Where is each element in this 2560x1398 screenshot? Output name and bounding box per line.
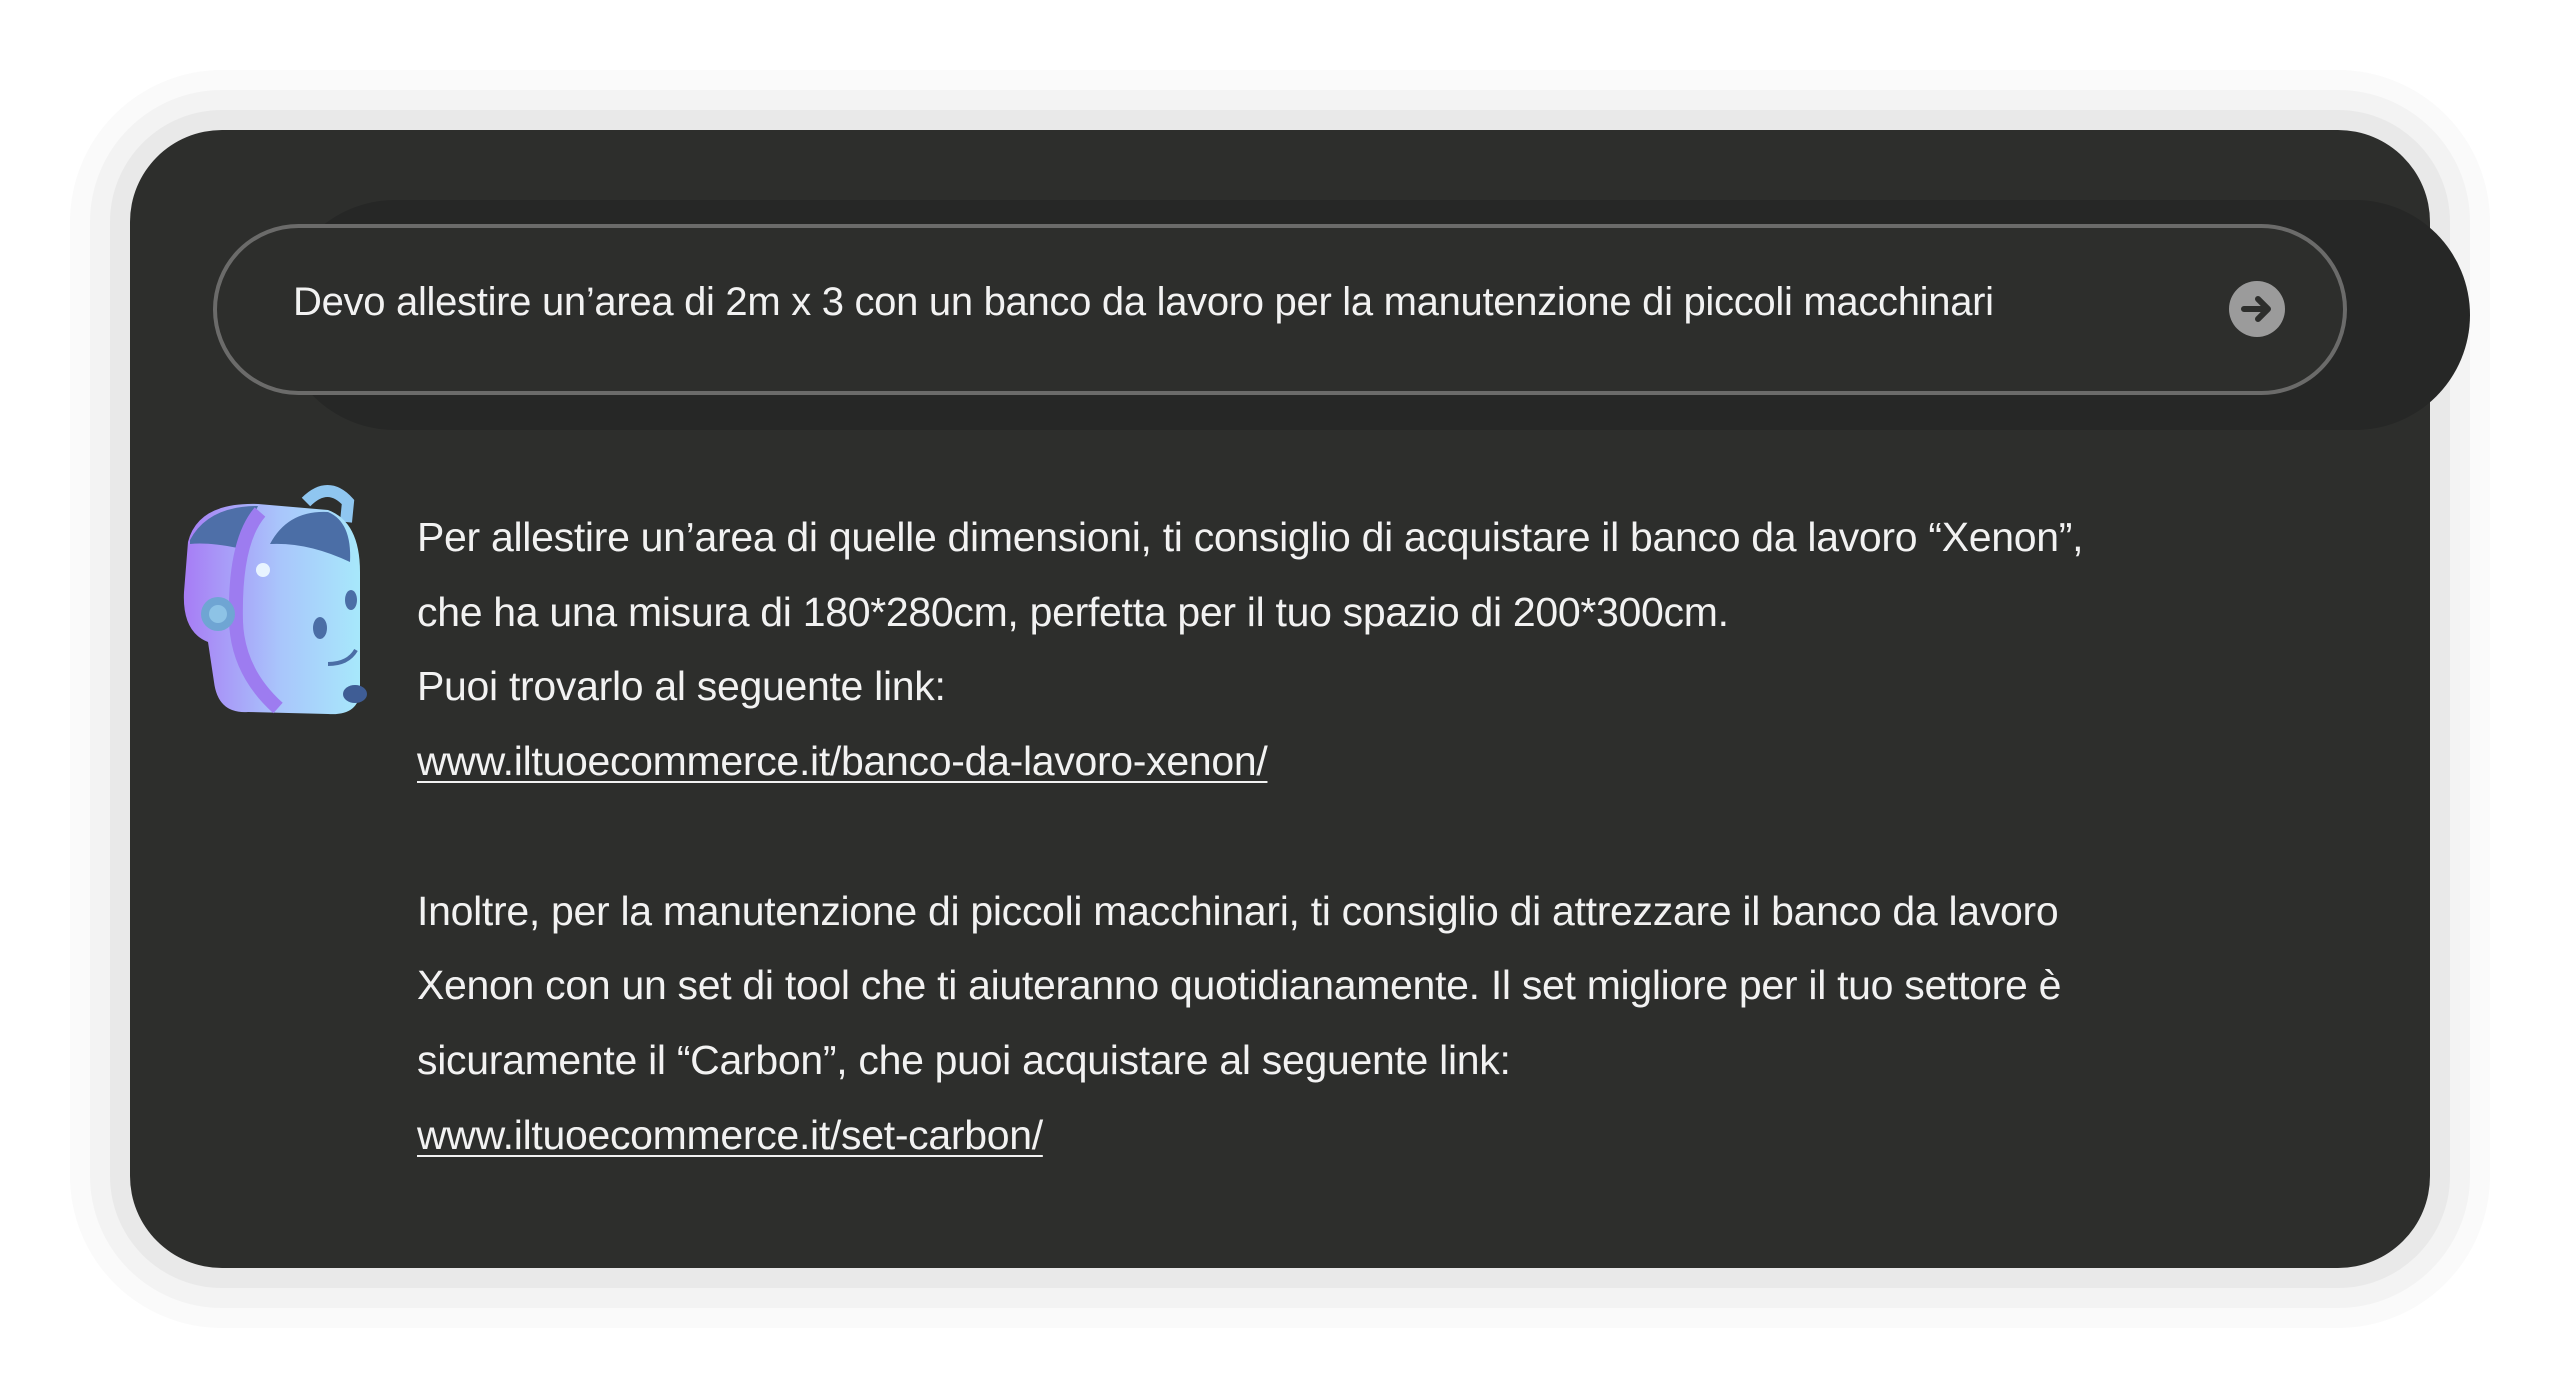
arrow-right-circle-icon <box>2229 281 2285 337</box>
prompt-input[interactable] <box>213 224 2347 395</box>
message-line: Puoi trovarlo al seguente link: <box>417 663 946 710</box>
chat-card <box>130 130 2430 1268</box>
assistant-message <box>417 500 2367 1172</box>
send-button[interactable] <box>2229 281 2285 337</box>
message-line: Inoltre, per la manutenzione di piccoli macchinari, ti consiglio di attrezzare il banco da lavoro <box>417 887 2059 934</box>
prompt-text[interactable]: Devo allestire un’area di 2m x 3 con un banco da lavoro per la manutenzione di piccoli macchinari <box>293 280 1994 324</box>
link-banco-xenon[interactable]: www.iltuoecommerce.it/banco-da-lavoro-xenon/ <box>417 738 1268 785</box>
message-line: sicuramente il “Carbon”, che puoi acquistare al seguente link: <box>417 1036 1511 1083</box>
robot-avatar-icon <box>178 482 368 718</box>
message-line: Per allestire un’area di quelle dimensioni, ti consiglio di acquistare il banco da lavoro “Xenon”, <box>417 514 2084 560</box>
link-set-carbon[interactable]: www.iltuoecommerce.it/set-carbon/ <box>417 1111 1043 1158</box>
message-line: che ha una misura di 180*280cm, perfetta per il tuo spazio di 200*300cm. <box>417 588 1729 635</box>
message-line: Xenon con un set di tool che ti aiuteranno quotidianamente. Il set migliore per il tuo settore è <box>417 962 2062 1009</box>
